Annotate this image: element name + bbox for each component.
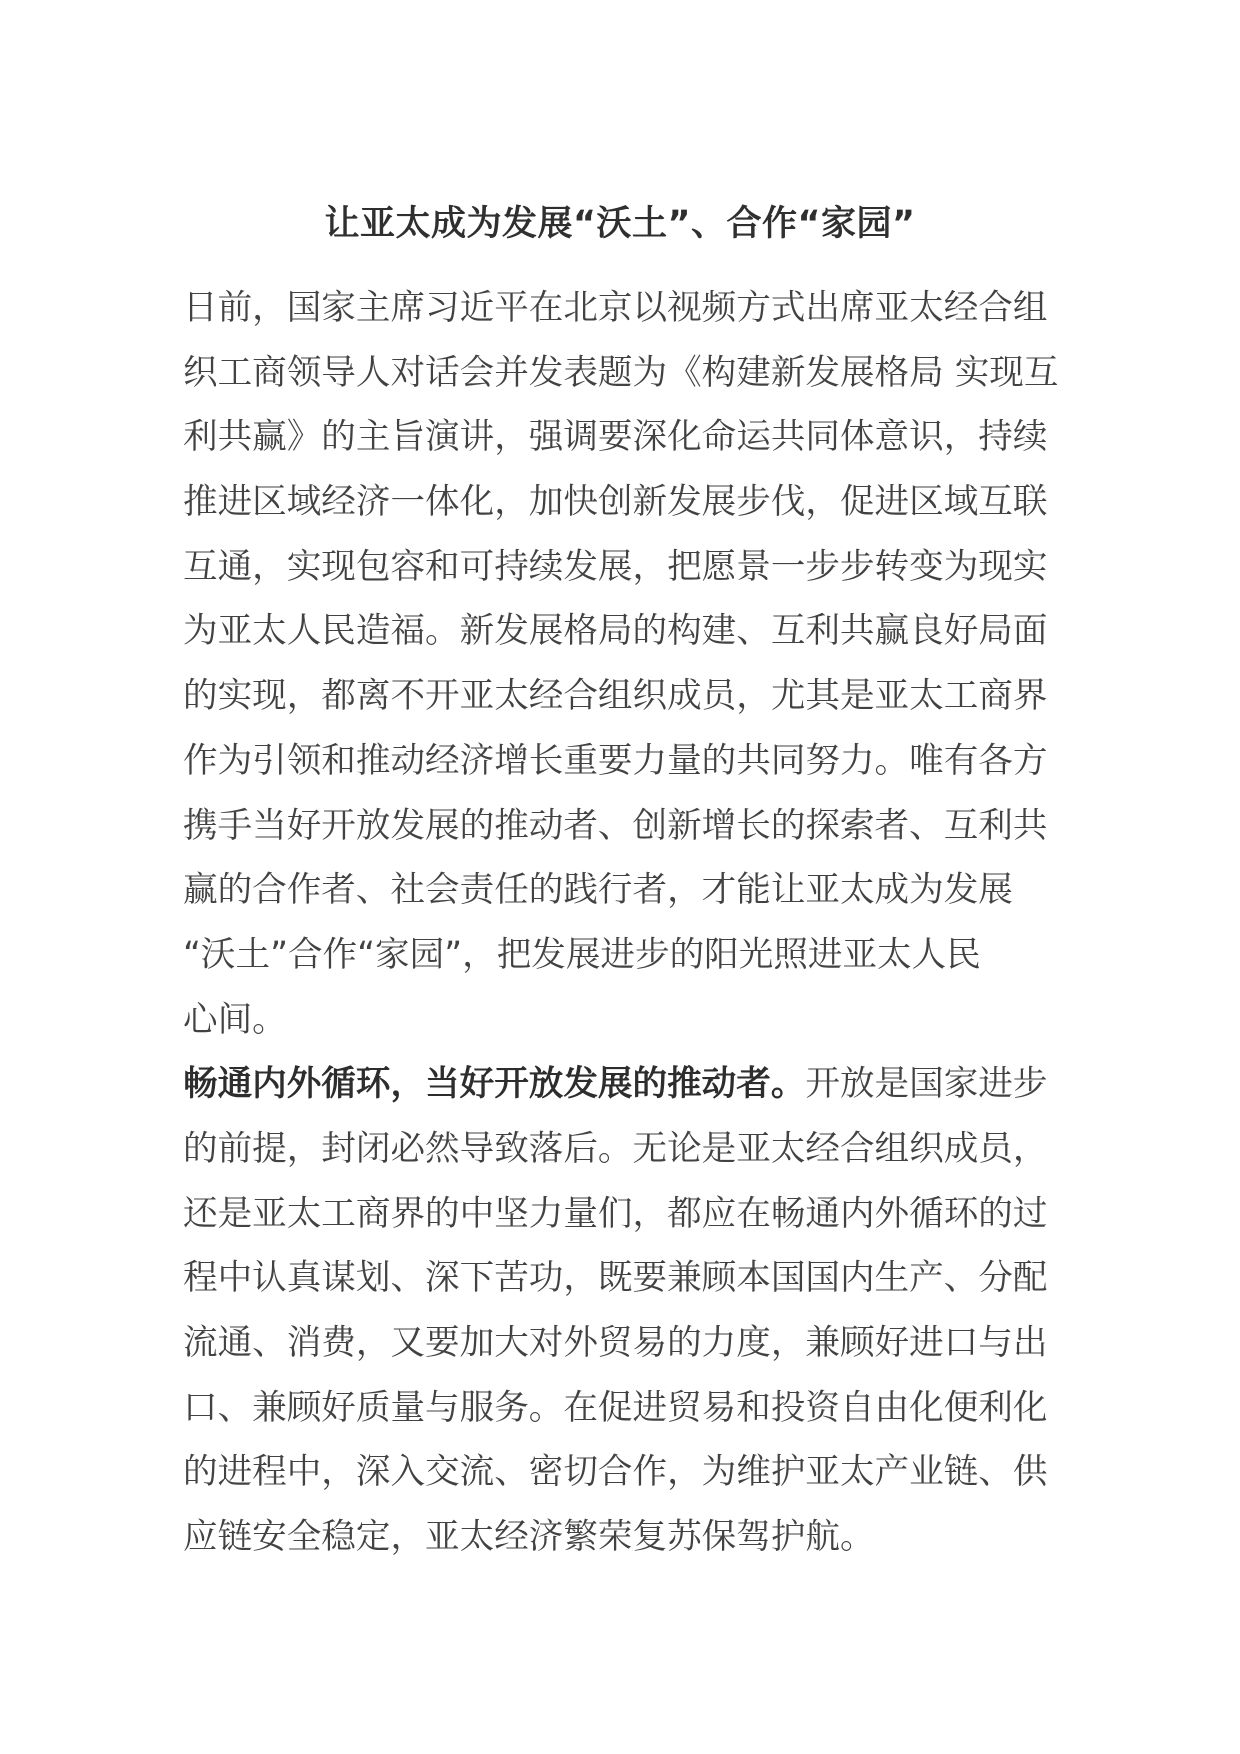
text-line [183, 1311, 1063, 1376]
line-text: 作为引领和推动经济增长重要力量的共同努力。唯有各方 [183, 740, 1048, 781]
line-text: 赢的合作者、社会责任的践行者，才能让亚太成为发展 [183, 870, 1013, 911]
line-text: 为亚太人民造福。新发展格局的构建、互利共赢良好局面 [183, 611, 1048, 652]
line-text: 携手当好开放发展的推动者、创新增长的探索者、互利共 [183, 805, 1048, 846]
line-text: 的前提，封闭必然导致落后。无论是亚太经合组织成员， [183, 1128, 1048, 1169]
text-line [183, 1505, 1063, 1570]
text-line [183, 1182, 1063, 1247]
text-line [183, 794, 1063, 859]
line-text: 开放是国家进步 [805, 1064, 1048, 1105]
text-line [183, 923, 1063, 988]
text-line [183, 535, 1063, 600]
text-line [183, 599, 1063, 664]
line-text: 口、兼顾好质量与服务。在促进贸易和投资自由化便利化 [183, 1387, 1048, 1428]
text-line [183, 664, 1063, 729]
bold-lead-text: 畅通内外循环，当好开放发展的推动者。 [183, 1064, 806, 1105]
line-text: 心间。 [183, 999, 287, 1040]
line-text: 流通、消费，又要加大对外贸易的力度，兼顾好进口与出 [183, 1323, 1048, 1363]
line-text: 程中认真谋划、深下苦功，既要兼顾本国国内生产、分配 [183, 1258, 1048, 1299]
text-line [183, 1376, 1063, 1441]
line-text: 利共赢》的主旨演讲，强调要深化命运共同体意识，持续 [183, 417, 1048, 458]
line-text: 还是亚太工商界的中坚力量们，都应在畅通内外循环的过 [183, 1193, 1048, 1234]
text-line [183, 470, 1063, 535]
line-text: 织工商领导人对话会并发表题为《构建新发展格局 实现互 [183, 352, 1059, 393]
line-text: 的实现，都离不开亚太经合组织成员，尤其是亚太工商界 [183, 676, 1048, 717]
paragraph [183, 1052, 1063, 1570]
line-text: 推进区域经济一体化，加快创新发展步伐，促进区域互联 [183, 482, 1048, 523]
text-line [183, 729, 1063, 794]
text-line [183, 1052, 1063, 1117]
document-body [183, 276, 1063, 1570]
text-line [183, 1440, 1063, 1505]
line-text: 应链安全稳定，亚太经济繁荣复苏保驾护航。 [183, 1517, 875, 1558]
line-text: 日前，国家主席习近平在北京以视频方式出席亚太经合组 [183, 288, 1048, 328]
text-line [183, 341, 1063, 406]
document-title: 让亚太成为发展“沃土”、合作“家园” [324, 204, 916, 244]
line-text: “沃土”合作“家园”，把发展进步的阳光照进亚太人民 [183, 934, 981, 975]
text-line [183, 276, 1063, 341]
text-line [183, 405, 1063, 470]
line-text: 互通，实现包容和可持续发展，把愿景一步步转变为现实 [183, 546, 1048, 587]
paragraph [183, 276, 1063, 1052]
text-line [183, 858, 1063, 923]
text-line [183, 1246, 1063, 1311]
text-line [183, 1117, 1063, 1182]
line-text: 的进程中，深入交流、密切合作，为维护亚太产业链、供 [183, 1452, 1048, 1493]
text-line [183, 988, 1063, 1053]
